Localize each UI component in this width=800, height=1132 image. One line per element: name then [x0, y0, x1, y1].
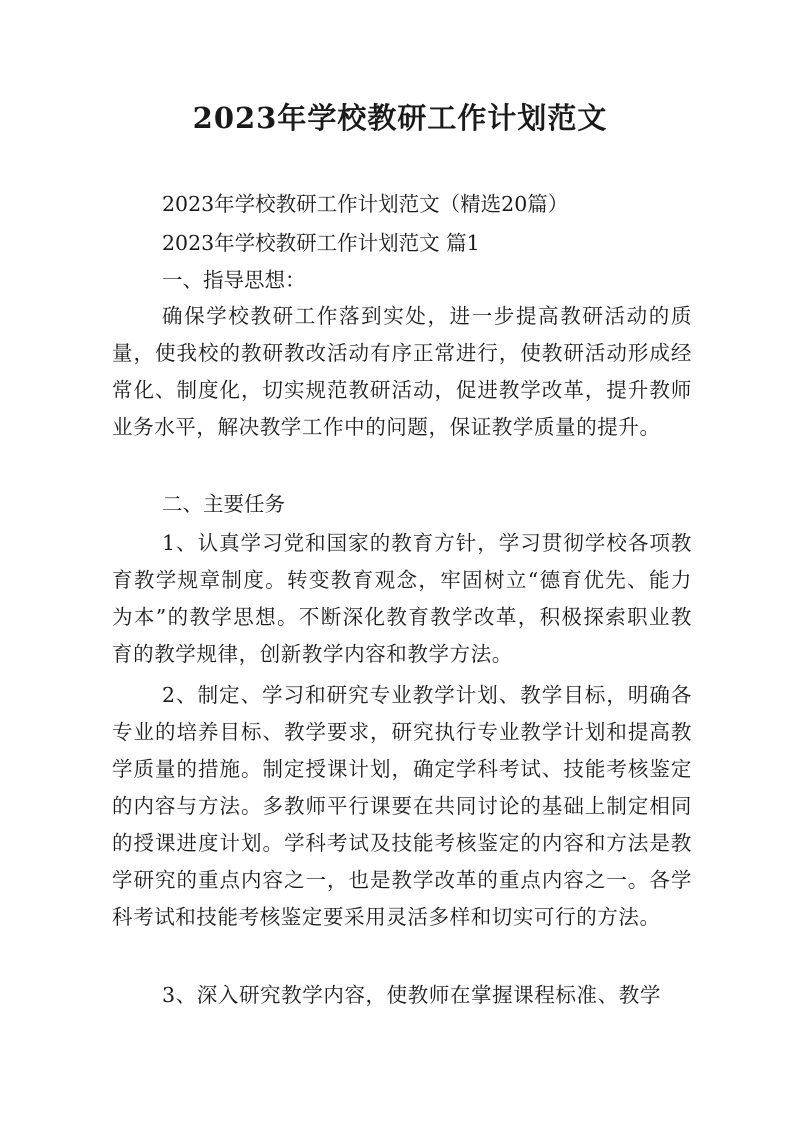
document-title: 2023年学校教研工作计划范文: [192, 101, 608, 135]
section-heading: 2023年学校教研工作计划范文 篇1: [162, 231, 480, 255]
heading-main-tasks: 二、主要任务: [162, 492, 285, 516]
document-subtitle: 2023年学校教研工作计划范文（精选20篇）: [162, 192, 569, 216]
heading-guiding-thought: 一、指导思想：: [162, 268, 306, 292]
paragraph-task-3: 3、深入研究教学内容，使教师在掌握课程标准、教学: [162, 983, 661, 1007]
paragraph-task-1: 1、认真学习党和国家的教育方针，学习贯彻学校各项教育教学规章制度。转变教育观念，牢固树立“德育优先、能力为本”的教学思想。不断深化教育教学改革，积极探索职业教育的教学规律，创新教学内容和教学方法。: [112, 531, 692, 666]
paragraph-guiding-thought: 确保学校教研工作落到实处，进一步提高教研活动的质量，使我校的教研教改活动有序正常进行，使教研活动形成经常化、制度化，切实规范教研活动，促进教学改革，提升教师业务水平，解决教学工作中的问题，保证教学质量的提升。: [112, 304, 692, 439]
paragraph-task-2: 2、制定、学习和研究专业教学计划、教学目标，明确各专业的培养目标、教学要求，研究执行专业教学计划和提高教学质量的措施。制定授课计划，确定学科考试、技能考核鉴定的内容与方法。多教师平行课要在共同讨论的基础上制定相同的授课进度计划。学科考试及技能考核鉴定的内容和方法是教学研究的重点内容之一，也是教学改革的重点内容之一。各学科考试和技能考核鉴定要采用灵活多样和切实可行的方法。: [112, 683, 692, 929]
